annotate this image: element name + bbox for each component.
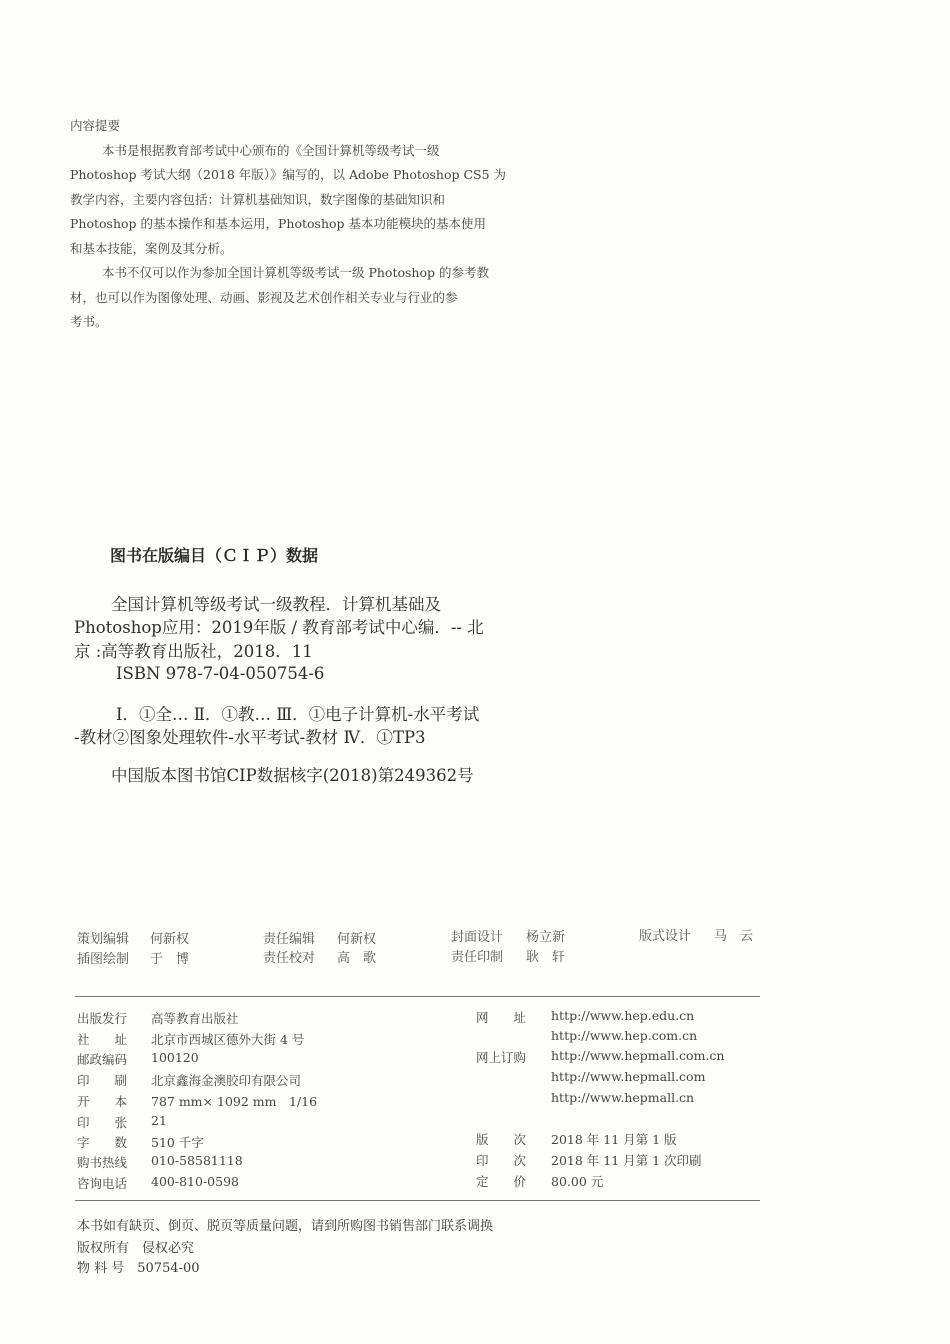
quality-notice: 本书如有缺页、倒页、脱页等质量问题，请到所购图书销售部门联系调换 (77, 1219, 494, 1234)
summary-line: 本书是根据教育部考试中心颁布的《全国计算机等级考试一级 (102, 143, 440, 158)
credit-label: 插图绘制 (77, 952, 130, 967)
website-link[interactable]: http://www.hepmall.cn (551, 1090, 695, 1105)
pub-label: 网 址 (476, 1010, 527, 1025)
cip-record-number: 中国版本图书馆CIP数据核字(2018)第249362号 (111, 766, 474, 785)
pub-value: 高等教育出版社 (151, 1011, 239, 1026)
material-number: 物 料 号 50754-00 (77, 1261, 200, 1276)
website-link[interactable]: http://www.hepmall.com.cn (551, 1048, 725, 1063)
credit-value: 何新权 (337, 932, 377, 947)
divider (75, 1200, 760, 1201)
cip-line: -教材②图象处理软件-水平考试-教材 Ⅳ．①TP3 (74, 728, 426, 747)
divider (75, 996, 760, 997)
pub-value: 400-810-0598 (151, 1174, 239, 1189)
pub-value: 100120 (151, 1050, 199, 1065)
summary-line: 考书。 (70, 314, 108, 329)
summary-line: 教学内容，主要内容包括：计算机基础知识，数字图像的基础知识和 (70, 192, 446, 207)
summary-line: Photoshop 考试大纲（2018 年版）》编写的，以 Adobe Photoshop CS5 为 (70, 167, 506, 182)
pub-value: 2018 年 11 月第 1 版 (551, 1132, 677, 1147)
summary-line: 材，也可以作为图像处理、动画、影视及艺术创作相关专业与行业的参 (70, 290, 458, 305)
pub-label: 咨询电话 (77, 1176, 128, 1191)
pub-label: 字 数 (77, 1135, 128, 1150)
pub-value: 510 千字 (151, 1135, 204, 1150)
summary-line: 本书不仅可以作为参加全国计算机等级考试一级 Photoshop 的参考教 (102, 265, 489, 280)
cip-line: 京 :高等教育出版社，2018．11 (74, 642, 313, 661)
pub-label: 邮政编码 (77, 1052, 128, 1067)
credit-label: 策划编辑 (77, 932, 130, 947)
pub-value: 010-58581118 (151, 1153, 243, 1168)
credit-label: 责任印制 (451, 950, 504, 965)
pub-label: 网上订购 (476, 1050, 527, 1065)
summary-line: 和基本技能，案例及其分析。 (70, 241, 233, 256)
credit-value: 杨立新 (526, 930, 566, 945)
website-link[interactable]: http://www.hepmall.com (551, 1069, 706, 1084)
pub-label: 购书热线 (77, 1155, 128, 1170)
pub-label: 定 价 (476, 1174, 527, 1189)
credit-label: 责任编辑 (263, 932, 316, 947)
price: 80.00 元 (551, 1174, 604, 1189)
pub-label: 印 张 (77, 1115, 128, 1130)
pub-value: 北京市西城区德外大街 4 号 (151, 1032, 305, 1047)
pub-value: 787 mm× 1092 mm 1/16 (151, 1094, 318, 1109)
credit-label: 版式设计 (639, 929, 692, 944)
credit-value: 耿 轩 (526, 950, 566, 965)
pub-label: 印 次 (476, 1153, 527, 1168)
pub-label: 版 次 (476, 1132, 527, 1147)
pub-value: 北京鑫海金澳胶印有限公司 (151, 1073, 302, 1088)
credit-label: 封面设计 (451, 930, 504, 945)
pub-label: 印 刷 (77, 1073, 128, 1088)
credit-value: 马 云 (714, 929, 754, 944)
cip-line: Photoshop应用：2019年版 / 教育部考试中心编．-- 北 (74, 618, 484, 637)
website-link[interactable]: http://www.hep.com.cn (551, 1028, 698, 1043)
website-link[interactable]: http://www.hep.edu.cn (551, 1008, 695, 1023)
summary-heading: 内容提要 (70, 118, 121, 133)
credit-value: 何新权 (150, 932, 190, 947)
credit-value: 高 歌 (337, 951, 377, 966)
credit-label: 责任校对 (263, 951, 316, 966)
pub-label: 出版发行 (77, 1011, 128, 1026)
copyright-notice: 版权所有 侵权必究 (77, 1241, 195, 1256)
credit-value: 于 博 (150, 952, 190, 967)
cip-title: 图书在版编目（ＣＩＰ）数据 (110, 546, 319, 565)
summary-line: Photoshop 的基本操作和基本运用，Photoshop 基本功能模块的基本使用 (70, 216, 487, 231)
pub-value: 2018 年 11 月第 1 次印刷 (551, 1153, 702, 1168)
cip-line: Ⅰ．①全… Ⅱ．①教… Ⅲ．①电子计算机-水平考试 (116, 705, 480, 724)
cip-isbn: ISBN 978-7-04-050754-6 (116, 664, 325, 683)
pub-label: 开 本 (77, 1094, 128, 1109)
cip-line: 全国计算机等级考试一级教程．计算机基础及 (111, 595, 441, 614)
pub-label: 社 址 (77, 1032, 128, 1047)
pub-value: 21 (151, 1113, 167, 1128)
